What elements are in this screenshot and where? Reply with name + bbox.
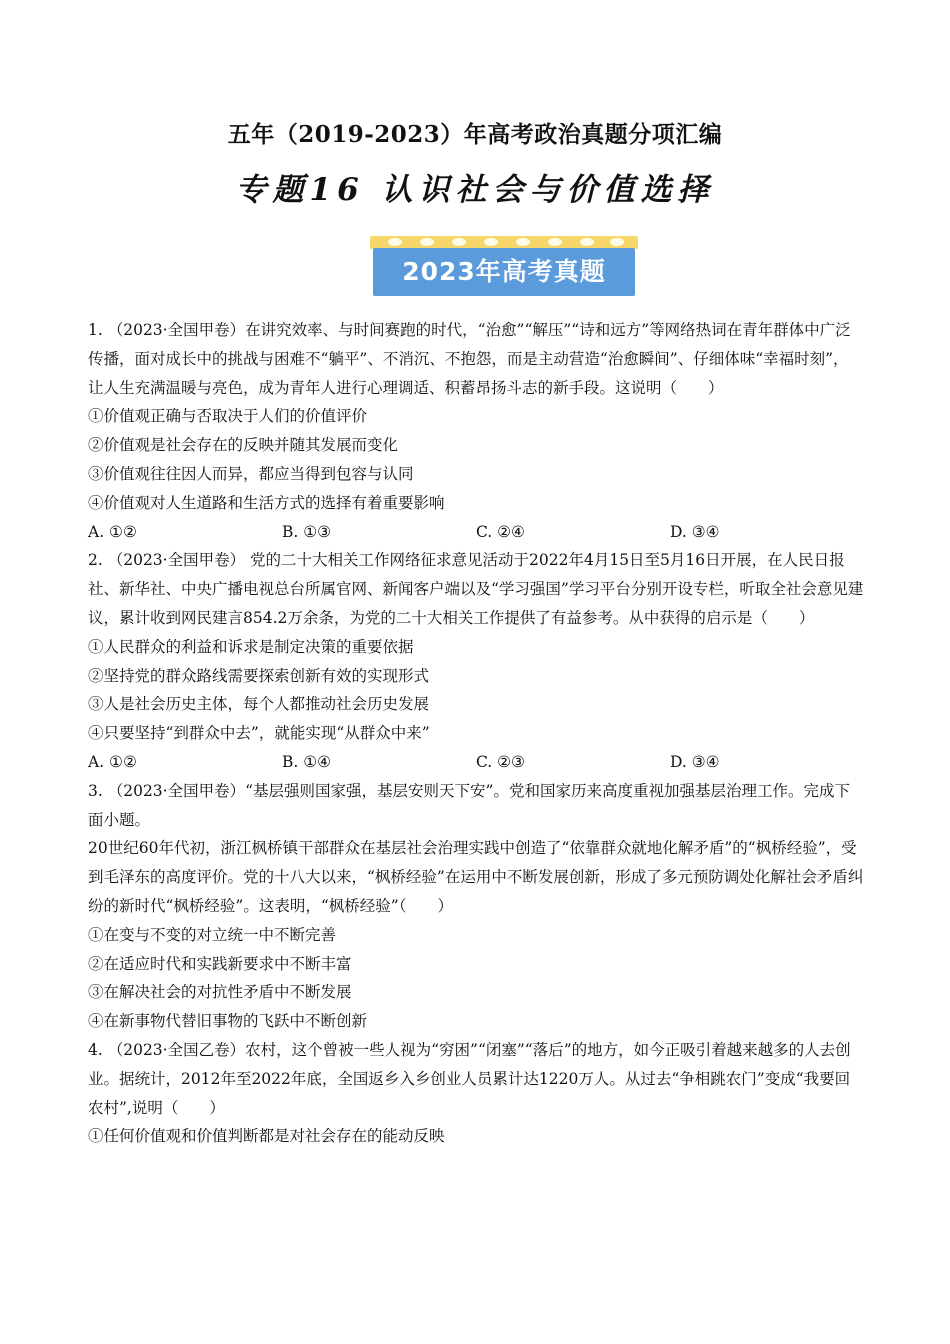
statement-item: ④只要坚持“到群众中去”，就能实现“从群众中来” (88, 724, 430, 743)
document-subtitle: 专题16 认识社会与价值选择 (235, 172, 715, 208)
statement-item: ④价值观对人生道路和生活方式的选择有着重要影响 (88, 493, 445, 512)
option-c: C. ②④ (476, 522, 525, 541)
question-3 (88, 777, 864, 1036)
statement-item: ②在适应时代和实践新要求中不断丰富 (88, 954, 352, 973)
question-4 (88, 1036, 864, 1151)
document-title: 五年（2019-2023）年高考政治真题分项汇编 (227, 121, 723, 148)
option-b: B. ①③ (282, 522, 332, 541)
statement-item: ④在新事物代替旧事物的飞跃中不断创新 (88, 1012, 368, 1031)
statement-item: ①任何价值观和价值判断都是对社会存在的能动反映 (88, 1127, 445, 1146)
question-stem: 4. （2023·全国乙卷）农村，这个曾被一些人视为“穷困”“闭塞”“落后”的地方，如今正吸引着越来越多的人去创业。据统计，2012年至2022年底，全国返乡入乡创业人员累计达1220万人。从过去“争相跳农门”变成“我要回农村”,说明（ ） (88, 1040, 851, 1117)
question-1 (88, 316, 864, 546)
question-2 (88, 546, 864, 776)
answer-options (88, 518, 864, 547)
section-banner (370, 236, 638, 298)
option-d: D. ③④ (670, 522, 720, 541)
option-a: A. ①② (88, 752, 137, 771)
question-stem: 3. （2023·全国甲卷）“基层强则国家强，基层安则天下安”。党和国家历来高度重视加强基层治理工作。完成下面小题。 (88, 781, 850, 829)
question-stem: 1. （2023·全国甲卷）在讲究效率、与时间赛跑的时代，“治愈”“解压”“诗和远方”等网络热词在青年群体中广泛传播，面对成长中的挑战与困难不“躺平”、不消沉、不抱怨，而是主动营造“治愈瞬间”、仔细体味“幸福时刻”，让人生充满温暖与亮色，成为青年人进行心理调适、积蓄昂扬斗志的新手段。这说明（ ） (88, 321, 851, 397)
question-stem: 2. （2023·全国甲卷） 党的二十大相关工作网络征求意见活动于2022年4月15日至5月16日开展，在人民日报社、新华社、中央广播电视总台所属官网、新闻客户端以及“学习强国”学习平台分别开设专栏，听取全社会意见建议，累计收到网民建言854.2万余条，为党的二十大相关工作提供了有益参考。从中获得的启示是（ ） (88, 551, 864, 627)
statement-item: ②价值观是社会存在的反映并随其发展而变化 (88, 436, 399, 455)
banner-label: 2023年高考真题 (373, 248, 635, 296)
answer-options (88, 748, 864, 777)
statement-item: ①价值观正确与否取决于人们的价值评价 (88, 407, 368, 426)
statement-item: ③在解决社会的对抗性矛盾中不断发展 (88, 983, 352, 1002)
statement-item: ①人民群众的利益和诉求是制定决策的重要依据 (88, 637, 414, 656)
statement-item: ②坚持党的群众路线需要探索创新有效的实现形式 (88, 666, 430, 685)
option-c: C. ②③ (476, 752, 525, 771)
statement-item: ③价值观往往因人而异，都应当得到包容与认同 (88, 464, 414, 483)
statement-item: ①在变与不变的对立统一中不断完善 (88, 925, 337, 944)
option-b: B. ①④ (282, 752, 332, 771)
statement-item: ③人是社会历史主体，每个人都推动社会历史发展 (88, 695, 430, 714)
option-a: A. ①② (88, 522, 137, 541)
option-d: D. ③④ (670, 752, 720, 771)
question-passage: 20世纪60年代初，浙江枫桥镇干部群众在基层社会治理实践中创造了“依靠群众就地化解矛盾”的“枫桥经验”，受到毛泽东的高度评价。党的十八大以来，“枫桥经验”在运用中不断发展创新，形成了多元预防调处化解社会矛盾纠纷的新时代“枫桥经验”。这表明，“枫桥经验”（ ） (88, 839, 864, 915)
question-list (88, 316, 864, 1151)
